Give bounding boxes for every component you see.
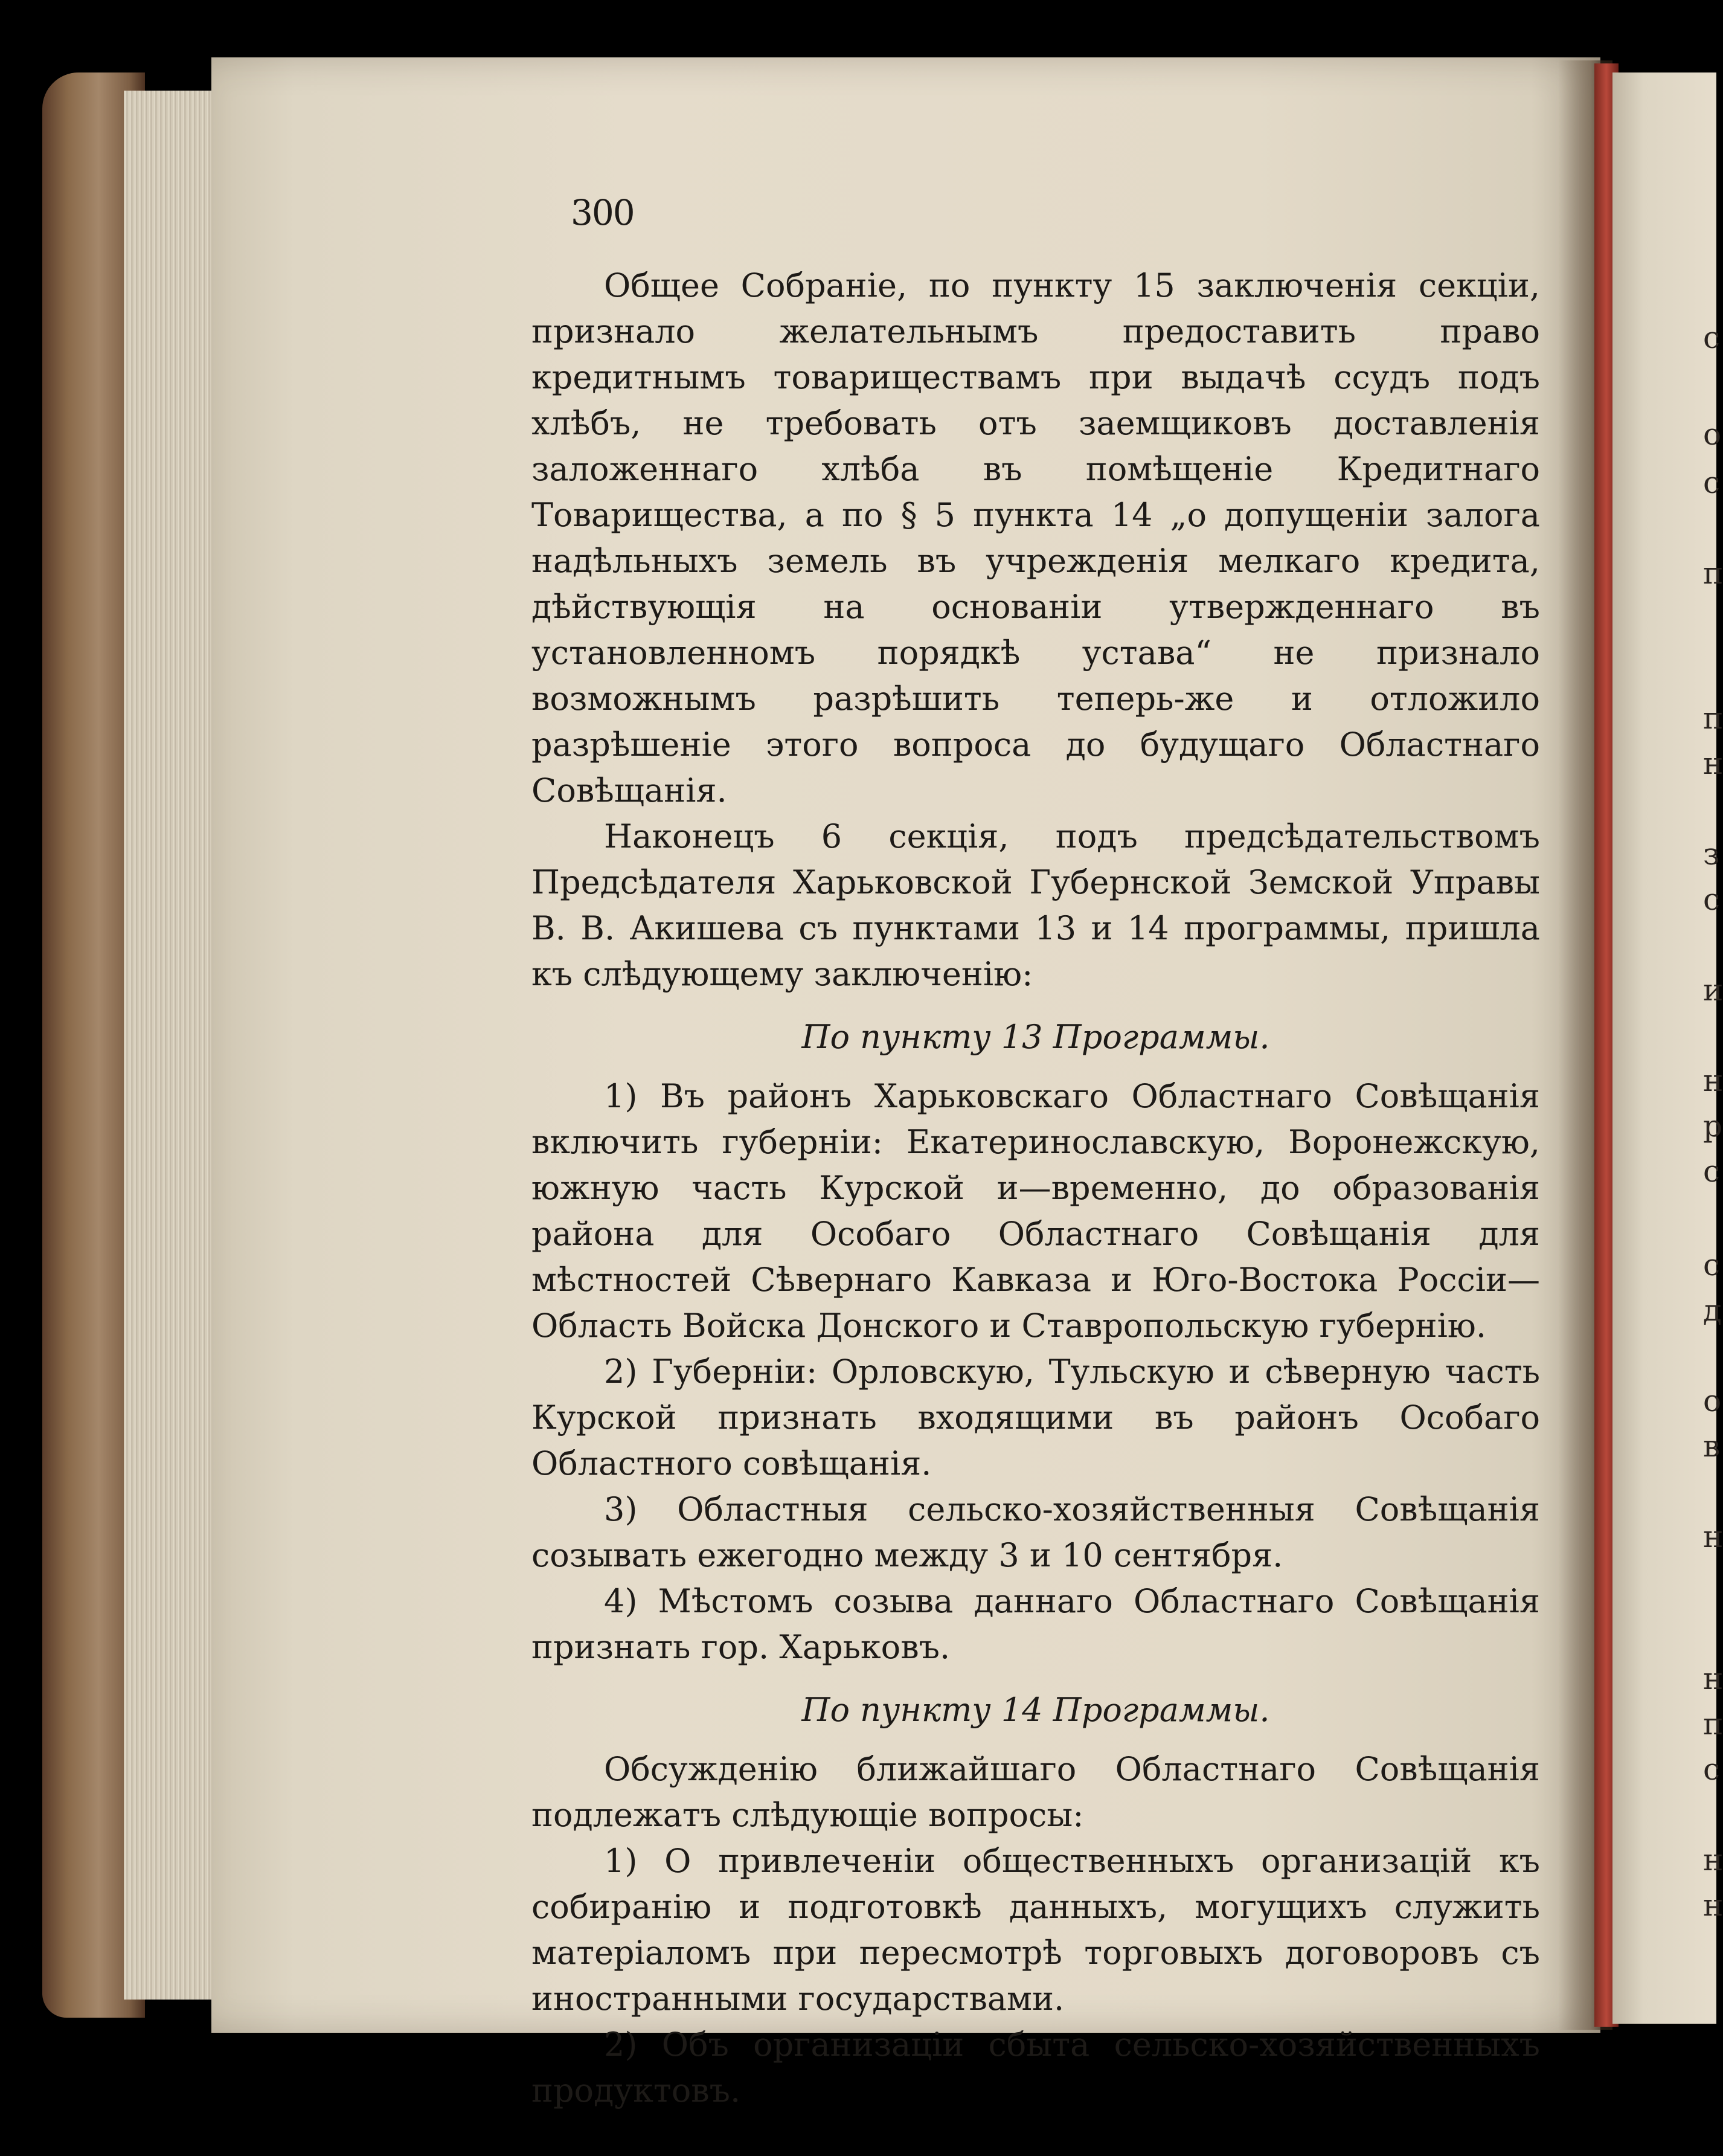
list-item: 4) Мѣстомъ созыва даннаго Областнаго Совѣщанія признать гор. Харьковъ.	[531, 1582, 1540, 1666]
facing-glyph: н	[1703, 1842, 1723, 1878]
facing-glyph: п	[1703, 701, 1723, 736]
facing-glyph: о	[1703, 417, 1722, 452]
list-item: 2) Объ организаціи сбыта сельско-хозяйственныхъ продуктовъ.	[531, 2026, 1540, 2109]
facing-glyph: з	[1703, 837, 1720, 872]
section-heading: По пункту 13 Программы.	[801, 1018, 1270, 1056]
facing-glyph: и	[1703, 973, 1723, 1008]
facing-page	[1612, 72, 1716, 2024]
facing-glyph: с	[1703, 320, 1721, 355]
facing-glyph: н	[1703, 746, 1723, 781]
facing-glyph: д	[1703, 1293, 1722, 1328]
facing-glyph: п	[1703, 1707, 1723, 1742]
facing-glyph: н	[1703, 1063, 1723, 1098]
paragraph: Наконецъ 6 секція, подъ предсѣдательствомъ Предсѣдателя Харьковской Губернской Земской Управы В. В. Акишева съ пунктами 13 и 14 программы, пришла къ слѣдующему заключенію:	[531, 817, 1540, 993]
facing-glyph: н	[1703, 1661, 1723, 1696]
page-number: 300	[571, 192, 634, 233]
list-item: 2) Губерніи: Орловскую, Тульскую и сѣверную часть Курской признать входящими въ районъ Особаго Областного совѣщанія.	[531, 1353, 1540, 1482]
facing-glyph: н	[1703, 1519, 1723, 1554]
facing-glyph: с	[1703, 1154, 1721, 1189]
section-heading: По пункту 14 Программы.	[801, 1691, 1270, 1729]
facing-glyph: п	[1703, 556, 1723, 591]
facing-glyph: с	[1703, 882, 1721, 917]
facing-glyph: с	[1703, 1752, 1721, 1787]
page-body	[531, 187, 1540, 2114]
facing-glyph: р	[1703, 1109, 1723, 1144]
paragraph: Общее Собраніе, по пункту 15 заключенія секціи, признало желательнымъ предоставить право кредитнымъ товариществамъ при выдачѣ ссудъ подъ хлѣбъ, не требовать отъ заемщиковъ доставленія заложеннаго хлѣба въ помѣщеніе Кредитнаго Товарищества, а по § 5 пункта 14 „о допущеніи залога надѣльныхъ земель въ учрежденія мелкаго кредита, дѣйствующія на основаніи утвержденнаго въ установленномъ порядкѣ устава“ не признало возможнымъ разрѣшить теперь-же и отложило разрѣшеніе этого вопроса до будущаго Областнаго Совѣщанія.	[531, 266, 1540, 809]
list-item: 3) Областныя сельско-хозяйственныя Совѣщанія созывать ежегодно между 3 и 10 сентября.	[531, 1490, 1540, 1574]
facing-glyph: н	[1703, 1888, 1723, 1923]
facing-glyph: с	[1703, 465, 1721, 500]
facing-glyph: о	[1703, 1383, 1722, 1418]
paragraph: Обсужденію ближайшаго Областнаго Совѣщанія подлежатъ слѣдующіе вопросы:	[531, 1750, 1540, 1834]
facing-glyph: в	[1703, 1429, 1721, 1464]
facing-glyph: с	[1703, 1247, 1721, 1282]
list-item: 1) О привлеченіи общественныхъ организацій къ собиранію и подготовкѣ данныхъ, могущихъ служить матеріаломъ при пересмотрѣ торговыхъ договоровъ съ иностранными государствами.	[531, 1842, 1540, 2018]
list-item: 1) Въ районъ Харьковскаго Областнаго Совѣщанія включить губерніи: Екатеринославскую, Воронежскую, южную часть Курской и—временно, до образованія района для Особаго Областнаго Совѣщанія для мѣстностей Сѣвернаго Кавказа и Юго-Востока Россіи—Область Войска Донского и Ставропольскую губернію.	[531, 1077, 1540, 1345]
